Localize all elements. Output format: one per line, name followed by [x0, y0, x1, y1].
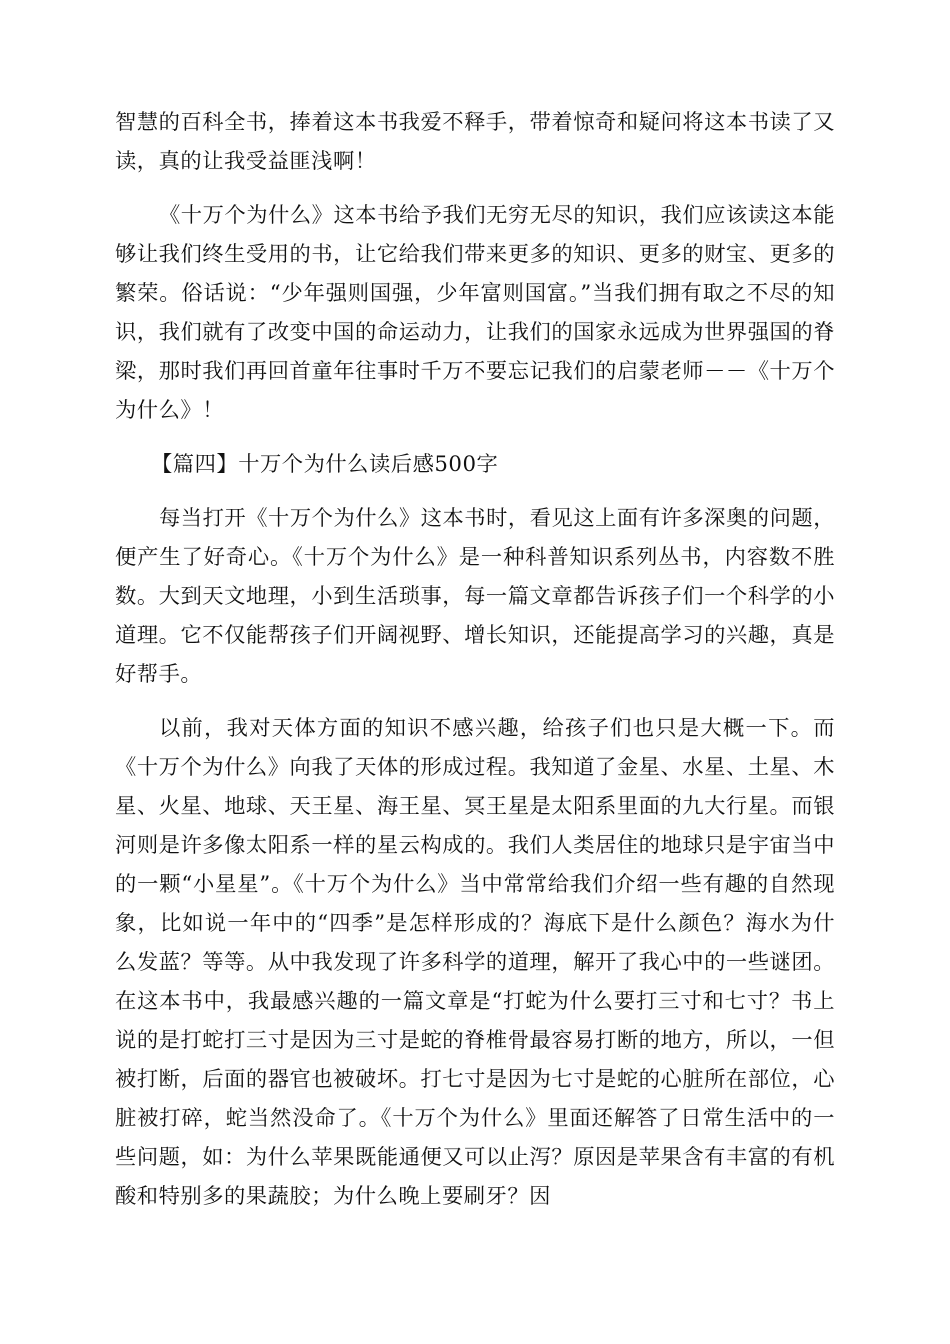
section-heading — [115, 445, 835, 484]
paragraph-body: 以前，我对天体方面的知识不感兴趣，给孩子们也只是大概一下。而《十万个为什么》向我了天体的形成过程。我知道了金星、水星、土星、木星、火星、地球、天王星、海王星、冥王星是太阳系里面的九大行星。而银河则是许多像太阳系一样的星云构成的。我们人类居住的地球只是宇宙当中的一颗“小星星”。《十万个为什么》当中常常给我们介绍一些有趣的自然现象，比如说一年中的“四季”是怎样形成的？海底下是什么颜色？海水为什么发蓝？等等。从中我发现了许多科学的道理，解开了我心中的一些谜团。在这本书中，我最感兴趣的一篇文章是“打蛇为什么要打三寸和七寸？书上说的是打蛇打三寸是因为三寸是蛇的脊椎骨最容易打断的地方，所以，一但被打断，后面的器官也被破坏。打七寸是因为七寸是蛇的心脏所在部位，心脏被打碎，蛇当然没命了。《十万个为什么》里面还解答了日常生活中的一些问题，如：为什么苹果既能通便又可以止泻？原因是苹果含有丰富的有机酸和特别多的果蔬胶；为什么晚上要刷牙？因 — [115, 716, 835, 1209]
section-heading-text: 【篇四】十万个为什么读后感500字 — [151, 452, 499, 477]
document-page — [115, 103, 835, 1216]
paragraph-continued: 智慧的百科全书，捧着这本书我爱不释手，带着惊奇和疑问将这本书读了又读，真的让我受益匪浅啊！ — [115, 110, 835, 174]
paragraph-conclusion: 《十万个为什么》这本书给予我们无穷无尽的知识，我们应该读这本能够让我们终生受用的书，让它给我们带来更多的知识、更多的财宝、更多的繁荣。俗话说：“少年强则国强，少年富则国富。”当我们拥有取之不尽的知识，我们就有了改变中国的命运动力，让我们的国家永远成为世界强国的脊梁，那时我们再回首童年往事时千万不要忘记我们的启蒙老师－－《十万个为什么》！ — [115, 203, 835, 423]
paragraph-intro: 每当打开《十万个为什么》这本书时，看见这上面有许多深奥的问题，便产生了好奇心。《十万个为什么》是一种科普知识系列丛书，内容数不胜数。大到天文地理，小到生活琐事，每一篇文章都告诉孩子们一个科学的小道理。它不仅能帮孩子们开阔视野、增长知识，还能提高学习的兴趣，真是好帮手。 — [115, 506, 835, 687]
